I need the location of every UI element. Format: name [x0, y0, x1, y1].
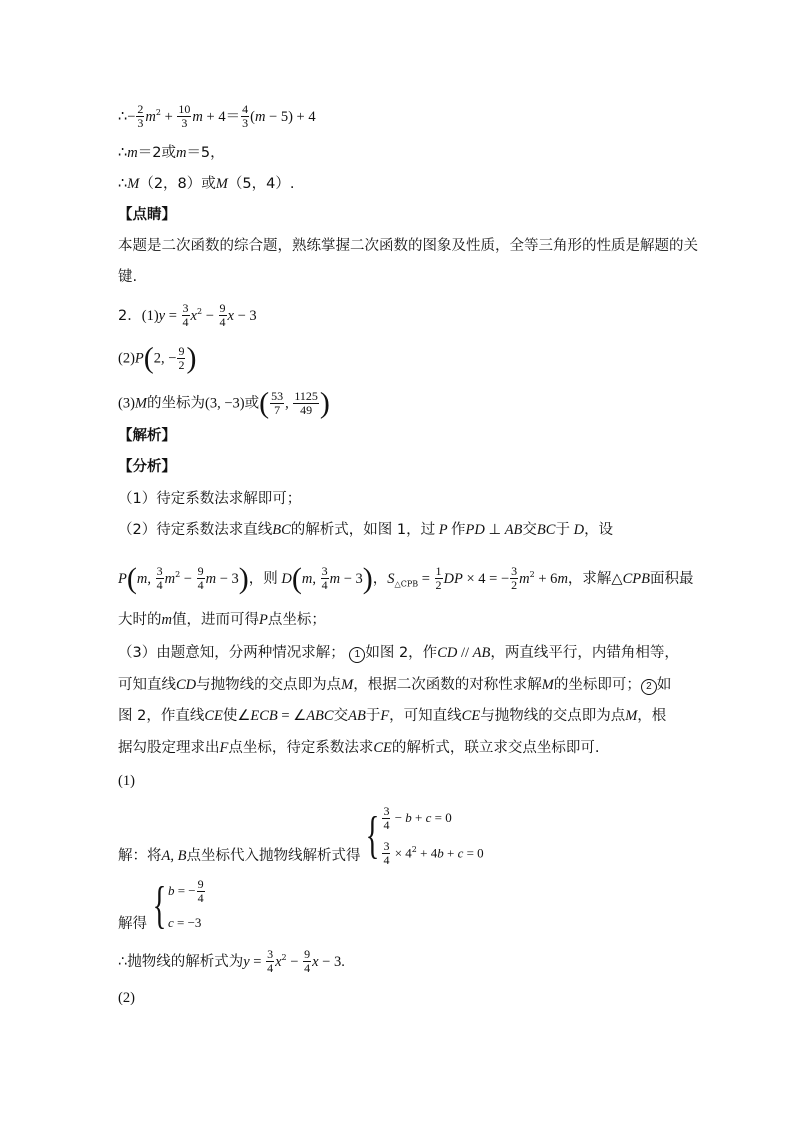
- dianjing-text-1: 本题是二次函数的综合题，熟练掌握二次函数的图象及性质，全等三角形的性质是解题的关: [118, 238, 698, 254]
- solution-result-system: 解得 { b = − $\frac{9}{4}$ c = −3: [118, 877, 204, 934]
- solution-substitution: 解：将A, B点坐标代入抛物线解析式得 { $\frac{3}{4}$ − b + c = 0 $\frac{3}{4}$ × $4^2 + 4b + c = 0$: [118, 804, 484, 868]
- answer-2-1: 2．(1)y = $\frac{3}{4}$ $x^2$ − $\frac{9}{4}$ x − 3: [118, 301, 257, 330]
- fenxi-p1: （1）待定系数法求解即可；: [118, 491, 302, 507]
- equation-system-1: { $\frac{3}{4}$ − b + c = 0 $\frac{3}{4}$ × $4^2 + 4b + c = 0$: [366, 804, 484, 868]
- fenxi-p5: （3）由题意知，分两种情况求解； 1 如图 2，作CD // AB，两直线平行，内错角相等，: [118, 645, 679, 661]
- fenxi-p8: 据勾股定理求出F点坐标，待定系数法求CE的解析式，联立求交点坐标即可.: [118, 740, 600, 756]
- fenxi-p6: 可知直线CD与抛物线的交点即为点M，根据二次函数的对称性求解M的坐标即可； 2 如: [118, 677, 672, 693]
- heading-fenxi: 【分析】: [118, 459, 176, 475]
- equation-line-2: ∴m＝2或m＝5，: [118, 145, 225, 161]
- equation-line-3: ∴M（2，8）或M（5，4）.: [118, 176, 295, 192]
- answer-2-3: (3)M的坐标为(3, −3)或( $\frac{53}{7}$ , $\frac{1125}{49}$ ): [118, 386, 330, 420]
- equation-line-1: ∴− $\frac{2}{3}$ $m^2$ + $\frac{10}{3}$ m + 4＝ $\frac{4}{3}$ (m − 5) + 4: [118, 102, 316, 131]
- fenxi-p7: 图 2，作直线CE使∠ECB = ∠ABC交AB于F，可知直线CE与抛物线的交点即为点M，根: [118, 708, 667, 724]
- equation-system-2: { b = − $\frac{9}{4}$ c = −3: [152, 877, 204, 934]
- solution-part-1-label: (1): [118, 773, 135, 789]
- answer-2-2: (2)P(2, − $\frac{9}{2}$ ): [118, 341, 197, 375]
- fenxi-p3: P(m, $\frac{3}{4}$ $m^2$ − $\frac{9}{4}$ m − 3)，则 D(m, $\frac{3}{4}$ m − 3)，$S_{\triangle CPB}$ = $\frac{1}{2}$ DP × 4 = − $\frac{3}{2}$ $m^2 + 6m$，求解△CPB面积最: [118, 561, 694, 595]
- heading-jiexi: 【解析】: [118, 428, 176, 444]
- dianjing-text-2: 键.: [118, 269, 138, 285]
- solution-part-2-label: (2): [118, 990, 135, 1006]
- fenxi-p2: （2）待定系数法求直线BC的解析式，如图 1，过 P 作PD ⊥ AB交BC于 D，设: [118, 522, 614, 538]
- solution-parabola-result: ∴抛物线的解析式为y = $\frac{3}{4}$ $x^2$ − $\frac{9}{4}$ x − 3.: [118, 947, 345, 976]
- fenxi-p4: 大时的m值，进而可得P点坐标；: [118, 612, 326, 628]
- heading-dianjing: 【点睛】: [118, 207, 176, 223]
